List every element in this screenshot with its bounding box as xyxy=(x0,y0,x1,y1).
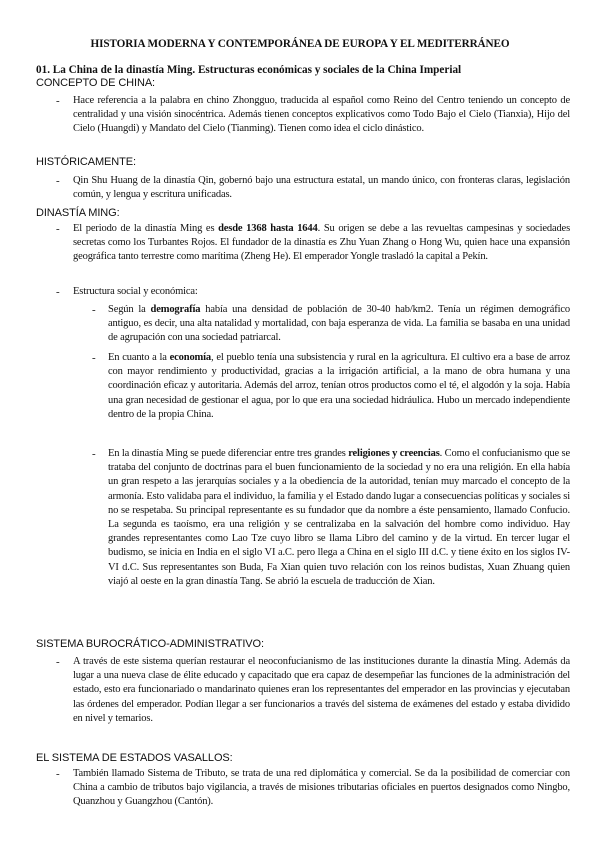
concepto-paragraph: Hace referencia a la palabra en chino Zhongguo, traducida al español como Reino del Centro teniendo un concepto de centralidad y una visión sinocéntrica. Además tienen conceptos explicativos como Todo Bajo el Cielo (Tianxia), Hijo del Cielo (Huangdi) y Mandato del Cielo (Tianming). Tienen como idea el ciclo dinástico. xyxy=(73,95,570,135)
religiones-paragraph: En la dinastía Ming se puede diferenciar entre tres grandes religiones y creencias. Como el confucianismo que se trataba del conjunto de doctrinas para el buen funcionamiento de la sociedad y no era una religión. En ella había un gran respeto a las jerarquías sociales y a la obediencia de la autoridad, tenían muy marcado el concepto de la armonía. Esto validaba para el individuo, la familia y el Estado dando lugar a consecuencias políticas y sociales si no se respetaba. Su principal representante es su fundador que da nombre a éste pensamiento, llamado Confucio. La segunda es taoísmo, era una religión y se centralizaba en la salvación del hombre como individuo. Hay grandes representantes como Lao Tze cuyo libro se llama Libro del camino y de la virtud. En tercer lugar el budismo, se inicia en India en el siglo VI a.C. pero llega a China en el siglo III d.C. y tiene éxito en los siglos IV-VI d.C. Sus representantes son Buda, Fa Xian quien tuvo relación con los reinos budistas, Xuan Zhuang quien viajó al oeste en la gran dinastía Tang. Se abrió la escuela de traducción de Xian. xyxy=(108,448,570,587)
bullet-dash: - xyxy=(56,656,60,668)
section-label-concepto: CONCEPTO DE CHINA: xyxy=(36,77,156,89)
section-label-historico: HISTÓRICAMENTE: xyxy=(36,156,136,168)
estructura-social-label: Estructura social y económica: xyxy=(73,286,198,297)
bullet-dash: - xyxy=(56,223,60,235)
section-label-ming: DINASTÍA MING: xyxy=(36,207,120,219)
burocratico-paragraph: A través de este sistema querían restaurar el neoconfucianismo de las instituciones durante la dinastía Ming. Además da lugar a una nueva clase de élite educado y capacitado que era capaz de desempeñar las funciones de la administración del estado, esto era funcionariado o mandarinato quienes eran los representantes del emperador en las provincias y ejecutaban las órdenes del emperador. Podían llegar a ser funcionarios a través del sistema de exámenes del estado y estaba dividido en nivel y temarios. xyxy=(73,656,570,724)
bullet-dash: - xyxy=(92,304,96,316)
topic-heading: 01. La China de la dinastía Ming. Estructuras económicas y sociales de la China Imperial xyxy=(36,64,462,76)
bullet-dash: - xyxy=(56,286,60,298)
section-label-vasallos: EL SISTEMA DE ESTADOS VASALLOS: xyxy=(36,752,233,764)
ming-periodo-paragraph: El periodo de la dinastía Ming es desde 1368 hasta 1644. Su origen se debe a las revueltas campesinas y sociedades secretas como los Turbantes Rojos. El fundador de la dinastía es Zhu Yuan Zhang o Hong Wu, quien hace una expansión geográfica tanto terrestre como marítima (Zheng He). El emperador Yongle trasladó la capital a Pekín. xyxy=(73,223,571,263)
economia-paragraph: En cuanto a la economía, el pueblo tenía una subsistencia y rural en la agricultura. El cultivo era a base de arroz con mayor rendimiento y productividad, gracias a la irrigación artificial, a la mano de obra humana y una coordinación eficaz y autoritaria. Además del arroz, tenían otros productos como el té, el algodón y la soja. Había una gran necesidad de gestionar el agua, por lo que era una sociedad hidráulica. Hubo un mercado independiente dentro de la propia China. xyxy=(108,352,571,420)
bullet-dash: - xyxy=(56,95,60,107)
historico-paragraph: Qin Shu Huang de la dinastía Qin, gobernó bajo una estructura estatal, un mando único, con fronteras claras, legislación común, y lengua y escritura unificadas. xyxy=(73,175,570,201)
demografia-paragraph: Según la demografía había una densidad de población de 30-40 hab/km2. Tenía un régimen demográfico antiguo, es decir, una alta natalidad y mortalidad, con baja esperanza de vida. La familia se basaba en una unidad de agrupación con una sociedad patriarcal. xyxy=(108,304,571,344)
bullet-dash: - xyxy=(56,175,60,187)
bullet-dash: - xyxy=(92,448,96,460)
bullet-dash: - xyxy=(56,768,60,780)
bullet-dash: - xyxy=(92,352,96,364)
section-label-burocratico: SISTEMA BUROCRÁTICO-ADMINISTRATIVO: xyxy=(36,638,264,650)
document-title: HISTORIA MODERNA Y CONTEMPORÁNEA DE EUROPA Y EL MEDITERRÁNEO xyxy=(90,38,510,50)
vasallos-paragraph: También llamado Sistema de Tributo, se trata de una red diplomática y comercial. Se da la posibilidad de comerciar con China a cambio de tributos bajo vigilancia, a través de misiones tributarias oficiales en puertos designados como Ningbo, Quanzhou y Guangzhou (Cantón). xyxy=(73,768,570,808)
